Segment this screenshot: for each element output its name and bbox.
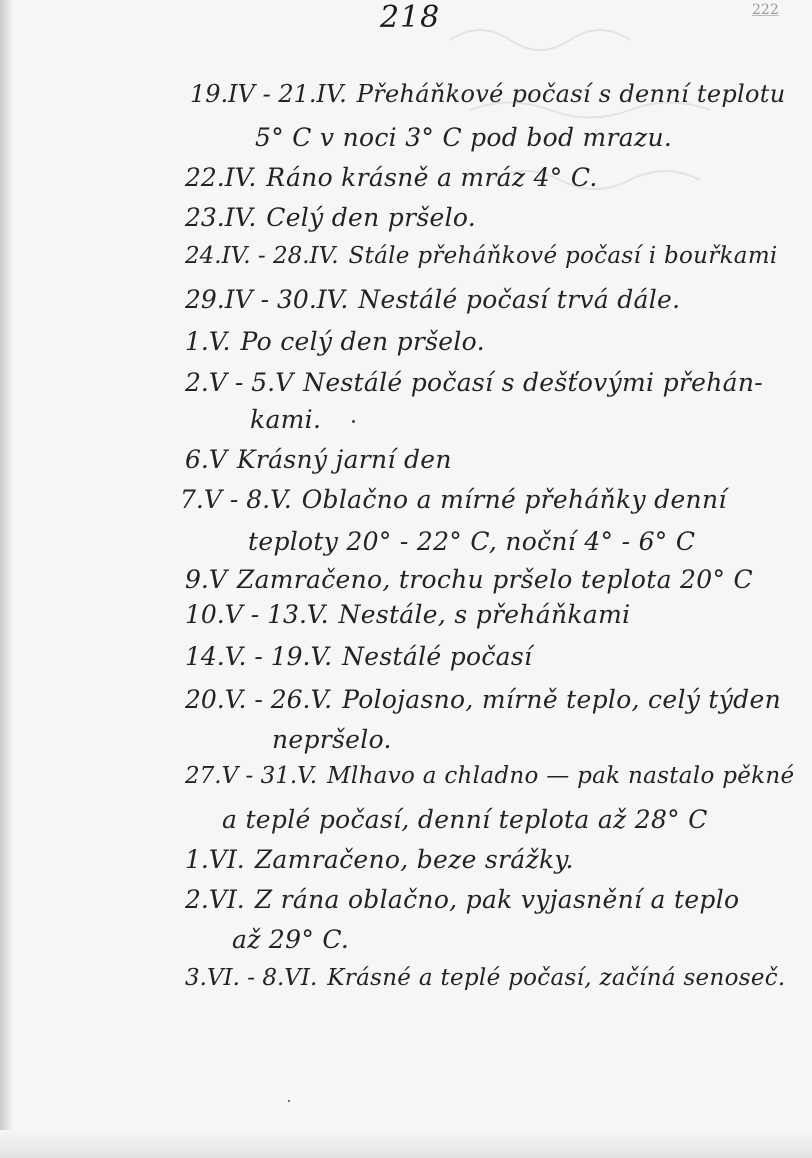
entry-text: Nestálé počasí trvá dále. xyxy=(358,285,681,314)
page-number: 218 xyxy=(380,0,441,35)
entry-text: kami. xyxy=(250,405,322,434)
entry-date: 14.V. - 19.V. xyxy=(185,642,333,671)
entry-text: Celý den pršelo. xyxy=(266,203,477,232)
entry-line xyxy=(185,845,574,874)
entry-line xyxy=(212,805,708,834)
entry-text: Oblačno a mírné přeháňky denní xyxy=(301,485,727,514)
entry-line xyxy=(185,642,532,671)
entry-date: 7.V - 8.V. xyxy=(180,485,292,514)
entry-date: 2.V - 5.V xyxy=(185,368,294,397)
entry-date: 27.V - 31.V. xyxy=(185,763,318,789)
ink-speck xyxy=(352,420,355,423)
entry-date: 1.V. xyxy=(185,327,231,356)
entry-line xyxy=(185,763,794,789)
entry-line xyxy=(185,965,786,991)
entry-date: 1.VI. xyxy=(185,845,245,874)
entry-text: Stále přeháňkové počasí i bouřkami xyxy=(348,243,778,269)
entry-text: Nestálé počasí xyxy=(342,642,533,671)
entry-line xyxy=(185,203,476,232)
entry-text: Krásné a teplé počasí, začíná senoseč. xyxy=(327,965,786,991)
entry-date: 24.IV. - 28.IV. xyxy=(185,243,339,269)
entry-line xyxy=(190,80,785,108)
entry-line xyxy=(262,725,392,754)
entry-line xyxy=(245,123,672,152)
entry-line xyxy=(185,243,778,269)
scan-bottom-edge xyxy=(0,1130,812,1158)
entry-text: Zamračeno, beze srážky. xyxy=(254,845,574,874)
entry-text: nepršelo. xyxy=(272,725,392,754)
entry-line xyxy=(185,685,781,714)
entry-text: a teplé počasí, denní teplota až 28° C xyxy=(222,805,708,834)
entry-date: 3.VI. - 8.VI. xyxy=(185,965,318,991)
entry-text: Nestálé počasí s dešťovými přehán- xyxy=(303,368,763,397)
entry-date: 29.IV - 30.IV. xyxy=(185,285,349,314)
entry-line xyxy=(185,163,598,192)
entry-text: Polojasno, mírně teplo, celý týden xyxy=(342,685,781,714)
entry-text: Z rána oblačno, pak vyjasnění a teplo xyxy=(254,885,740,914)
entry-text: teploty 20° - 22° C, noční 4° - 6° C xyxy=(248,527,696,556)
scan-left-edge xyxy=(0,0,14,1158)
entry-line xyxy=(185,565,753,594)
entry-line xyxy=(185,885,739,914)
entry-text: Nestále, s přeháňkami xyxy=(338,600,631,629)
entry-text: Přeháňkové počasí s denní teplotu xyxy=(356,80,786,108)
entry-date: 19.IV - 21.IV. xyxy=(190,80,347,108)
entry-date: 6.V xyxy=(185,445,227,474)
entry-text: až 29° C. xyxy=(232,925,350,954)
entry-line xyxy=(238,527,695,556)
entry-text: Ráno krásně a mráz 4° C. xyxy=(266,163,598,192)
entry-line xyxy=(185,600,630,629)
entry-line xyxy=(180,485,727,514)
entry-line xyxy=(185,445,452,474)
entry-line xyxy=(185,285,680,314)
entry-line xyxy=(185,368,763,397)
entry-text: 5° C v noci 3° C pod bod mrazu. xyxy=(255,123,673,152)
entry-line xyxy=(222,925,349,954)
entry-date: 20.V. - 26.V. xyxy=(185,685,333,714)
entry-text: Mlhavo a chladno — pak nastalo pěkné xyxy=(327,763,795,789)
entry-text: Zamračeno, trochu pršelo teplota 20° C xyxy=(236,565,753,594)
entry-date: 2.VI. xyxy=(185,885,245,914)
entry-date: 22.IV. xyxy=(185,163,257,192)
entry-text: Po celý den pršelo. xyxy=(240,327,485,356)
page-stamp-number: 222 xyxy=(752,2,779,18)
entry-text: Krásný jarní den xyxy=(236,445,452,474)
ink-speck xyxy=(288,1100,290,1102)
entry-date: 9.V xyxy=(185,565,227,594)
entry-date: 23.IV. xyxy=(185,203,257,232)
entry-line xyxy=(185,327,485,356)
entry-date: 10.V - 13.V. xyxy=(185,600,329,629)
entry-line xyxy=(240,405,321,434)
